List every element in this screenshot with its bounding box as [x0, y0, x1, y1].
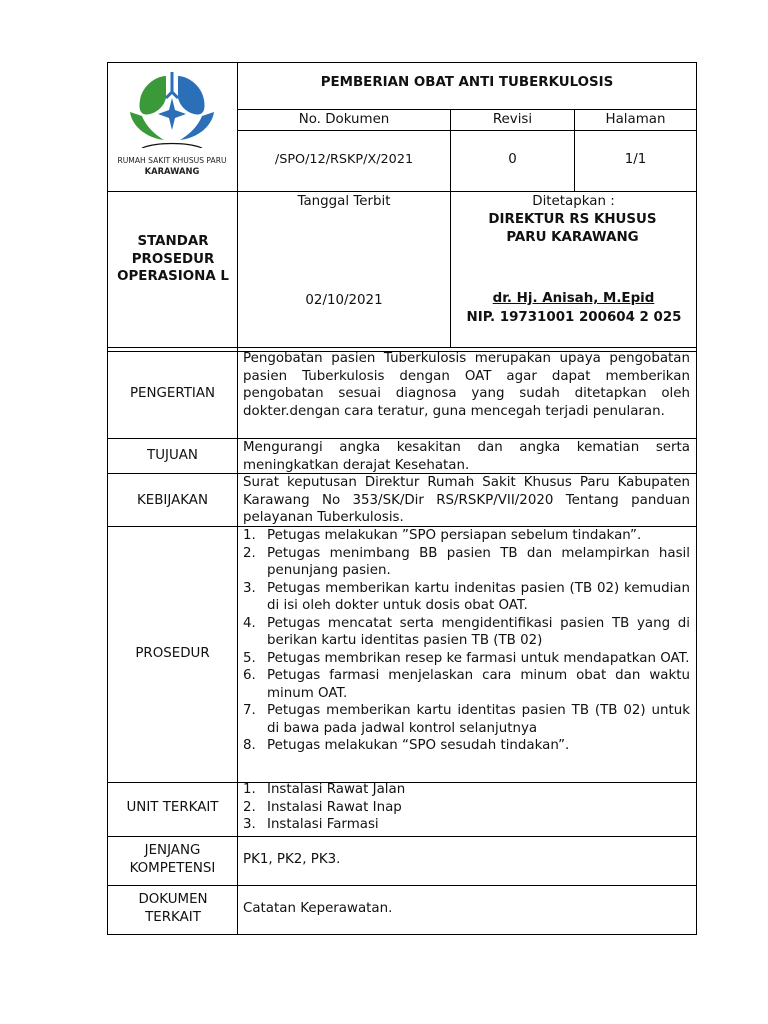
no-dokumen-value: /SPO/12/RSKP/X/2021	[274, 152, 414, 167]
hospital-logo	[112, 68, 232, 186]
list-item: 1. Instalasi Rawat Jalan	[243, 782, 406, 797]
document-title: PEMBERIAN OBAT ANTI TUBERKULOSIS	[320, 75, 614, 90]
procedure-step: 5. Petugas membrikan resep ke farmasi untuk mendapatkan OAT.	[243, 650, 690, 666]
tujuan-label: TUJUAN	[147, 448, 198, 463]
unit-terkait-list	[243, 781, 690, 834]
pengertian-label: PENGERTIAN	[129, 386, 216, 401]
procedure-step: 8. Petugas melakukan “SPO sesudah tindakan”.	[243, 738, 570, 753]
revisi-value: 0	[508, 152, 517, 167]
dokumen-terkait-label: DOKUMEN TERKAIT	[138, 892, 208, 925]
lungs-hands-logo-icon	[112, 68, 232, 148]
director-nip: NIP. 19731001 200604 2 025	[466, 310, 682, 325]
procedure-step: 7. Petugas memberikan kartu identitas pasien TB (TB 02) untuk di bawa pada jadwal kontrol selanjutnya	[243, 703, 690, 736]
list-item: 2. Instalasi Rawat Inap	[243, 799, 402, 815]
procedure-step: 2. Petugas menimbang BB pasien TB dan melampirkan hasil penunjang pasien.	[243, 545, 690, 578]
prosedur-list	[243, 527, 690, 755]
list-item: 3. Instalasi Farmasi	[243, 817, 379, 832]
jenjang-kompetensi-label: JENJANG KOMPETENSI	[129, 843, 216, 876]
halaman-label: Halaman	[605, 112, 666, 127]
halaman-value: 1/1	[624, 152, 647, 167]
pengertian-text: Pengobatan pasien Tuberkulosis merupakan upaya pengobatan pasien Tuberkulosis dengan OAT agar dapat memberikan pengobatan sesuai diagnosa yang sudah ditetapkan oleh dokter.dengan cara teratur, guna mencegah terjadi penularan.	[243, 351, 690, 419]
tanggal-terbit-value: 02/10/2021	[305, 293, 383, 308]
procedure-step: 6. Petugas farmasi menjelaskan cara minum obat dan waktu minum OAT.	[243, 668, 690, 701]
dokumen-terkait-text: Catatan Keperawatan.	[243, 901, 393, 916]
kebijakan-text: Surat keputusan Direktur Rumah Sakit Khusus Paru Kabupaten Karawang No 353/SK/Dir RS/RSKP/VII/2020 Tentang panduan pelayanan Tuberkulosis.	[243, 475, 690, 525]
no-dokumen-label: No. Dokumen	[298, 112, 390, 127]
sop-label: STANDAR PROSEDUR OPERASIONA L	[117, 234, 229, 284]
hospital-name-line1: RUMAH SAKIT KHUSUS PARU	[117, 156, 227, 165]
director-name: dr. Hj. Anisah, M.Epid	[492, 291, 655, 306]
jenjang-kompetensi-text: PK1, PK2, PK3.	[243, 852, 341, 867]
procedure-step: 4. Petugas mencatat serta mengidentifikasi pasien TB yang di berikan kartu identitas pasien TB (TB 02)	[243, 615, 690, 648]
kebijakan-label: KEBIJAKAN	[137, 493, 208, 508]
director-title: DIREKTUR RS KHUSUS PARU KARAWANG	[488, 212, 657, 245]
ditetapkan-label: Ditetapkan :	[532, 194, 615, 209]
tanggal-terbit-label: Tanggal Terbit	[297, 194, 391, 209]
unit-terkait-label: UNIT TERKAIT	[126, 800, 219, 815]
hospital-name-line2: KARAWANG	[144, 166, 200, 176]
tujuan-text: Mengurangi angka kesakitan dan angka kematian serta meningkatkan derajat Kesehatan.	[243, 440, 690, 473]
procedure-step: 3. Petugas memberikan kartu indenitas pasien (TB 02) kemudian di isi oleh dokter untuk dosis obat OAT.	[243, 580, 690, 613]
procedure-step: 1. Petugas melakukan ”SPO persiapan sebelum tindakan”.	[243, 528, 642, 543]
revisi-label: Revisi	[492, 112, 533, 127]
prosedur-label: PROSEDUR	[135, 646, 210, 661]
